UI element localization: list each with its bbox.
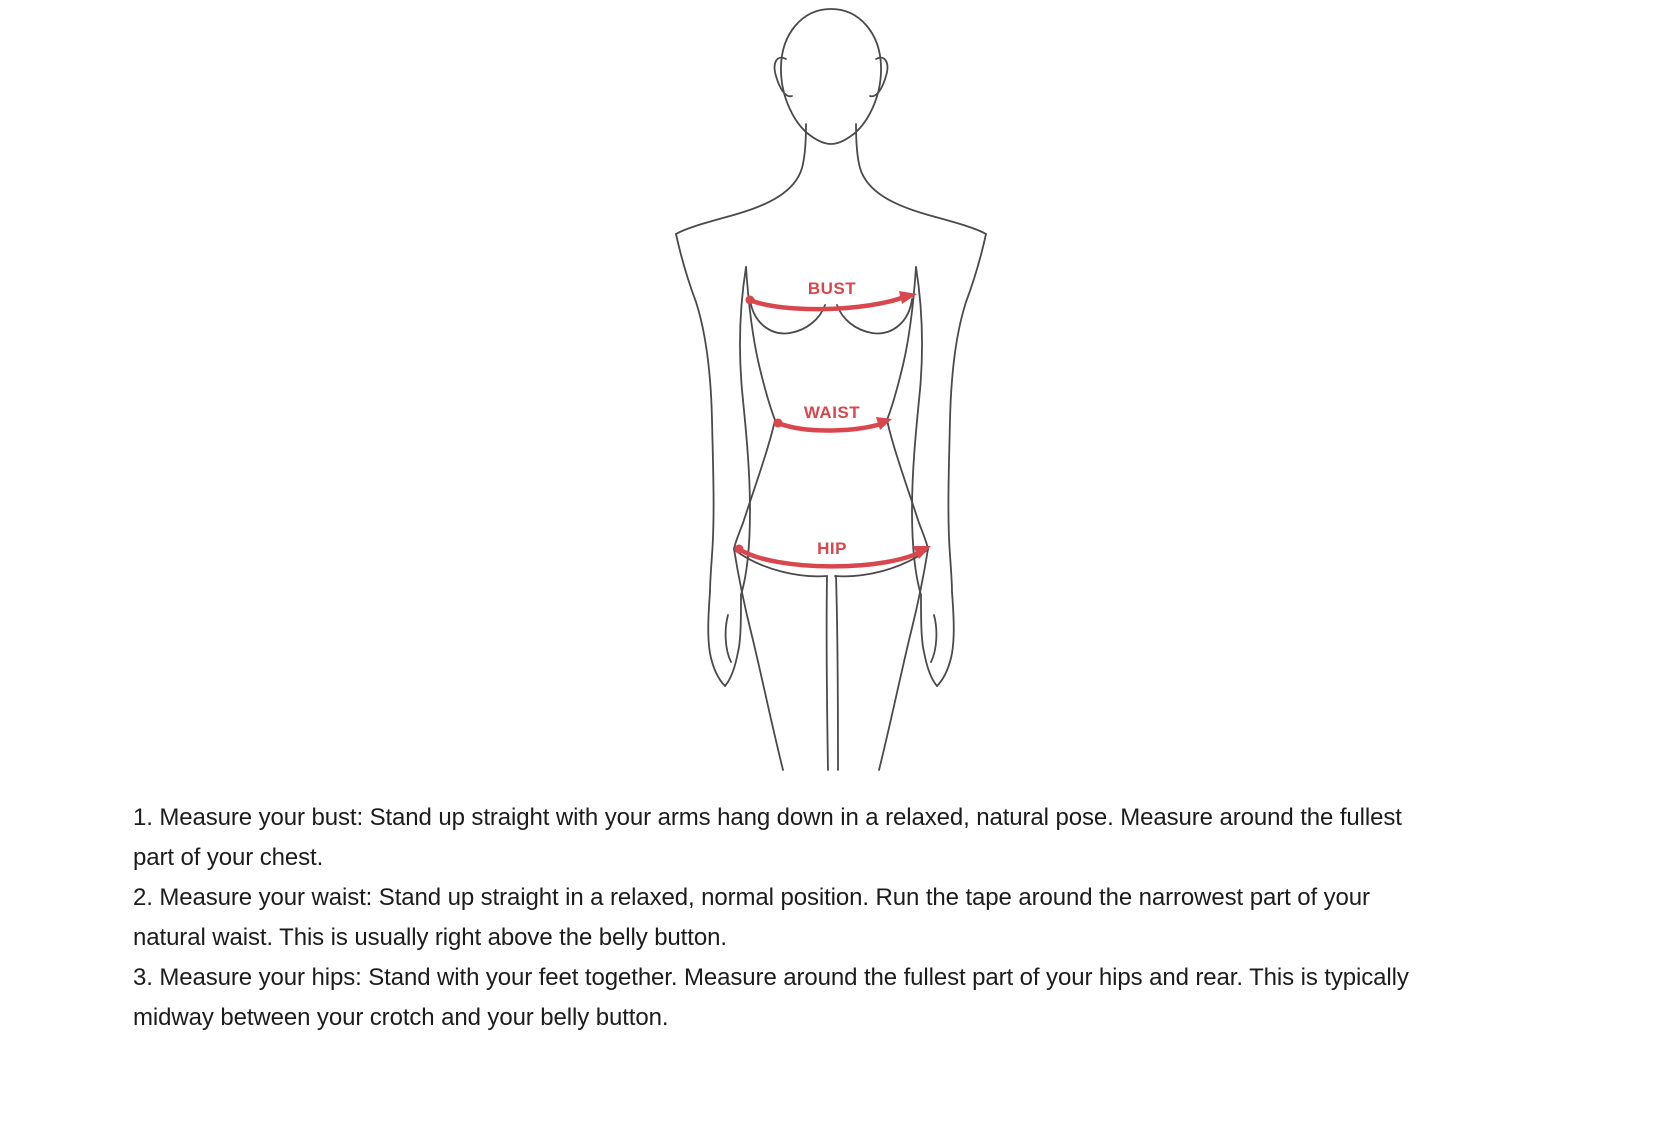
right-leg-outer (879, 549, 928, 770)
left-torso-side (734, 267, 775, 549)
right-hand (937, 592, 954, 686)
left-leg-inner (827, 576, 828, 770)
waist-label: WAIST (803, 403, 861, 422)
left-leg-outer (734, 549, 783, 770)
left-neck-shoulder (676, 124, 806, 234)
right-neck-shoulder (856, 124, 986, 234)
left-arm-outer (676, 234, 714, 592)
right-arm-outer (948, 234, 986, 592)
body-measurement-diagram (640, 0, 1020, 790)
head-outline (781, 9, 881, 144)
instruction-line: midway between your crotch and your belly button. (133, 1004, 669, 1031)
hip-label: HIP (817, 539, 847, 558)
instruction-line: natural waist. This is usually right above the belly button. (133, 924, 727, 951)
instruction-line: part of your chest. (133, 844, 324, 871)
instruction-item-bust (133, 798, 1409, 878)
mannequin-outline (676, 9, 986, 770)
instruction-item-hips (133, 958, 1409, 1038)
bust-label: BUST (807, 279, 857, 298)
left-thumb (726, 615, 731, 662)
right-thumb (931, 615, 936, 662)
instruction-line: 1. Measure your bust: Stand up straight with your arms hang down in a relaxed, natural pose. Measure around the fullest (133, 804, 1402, 831)
left-hand (708, 592, 725, 686)
right-leg-inner (836, 576, 838, 770)
instruction-line: 2. Measure your waist: Stand up straight in a relaxed, normal position. Run the tape around the narrowest part of your (133, 884, 1370, 911)
measurement-instructions (133, 798, 1409, 1038)
instruction-item-waist (133, 878, 1409, 958)
right-torso-side (887, 267, 928, 549)
right-hand-inner (921, 595, 937, 686)
right-arm-inner (912, 267, 922, 595)
left-hand-inner (725, 595, 741, 686)
instruction-line: 3. Measure your hips: Stand with your feet together. Measure around the fullest part of your hips and rear. This is typically (133, 964, 1409, 991)
